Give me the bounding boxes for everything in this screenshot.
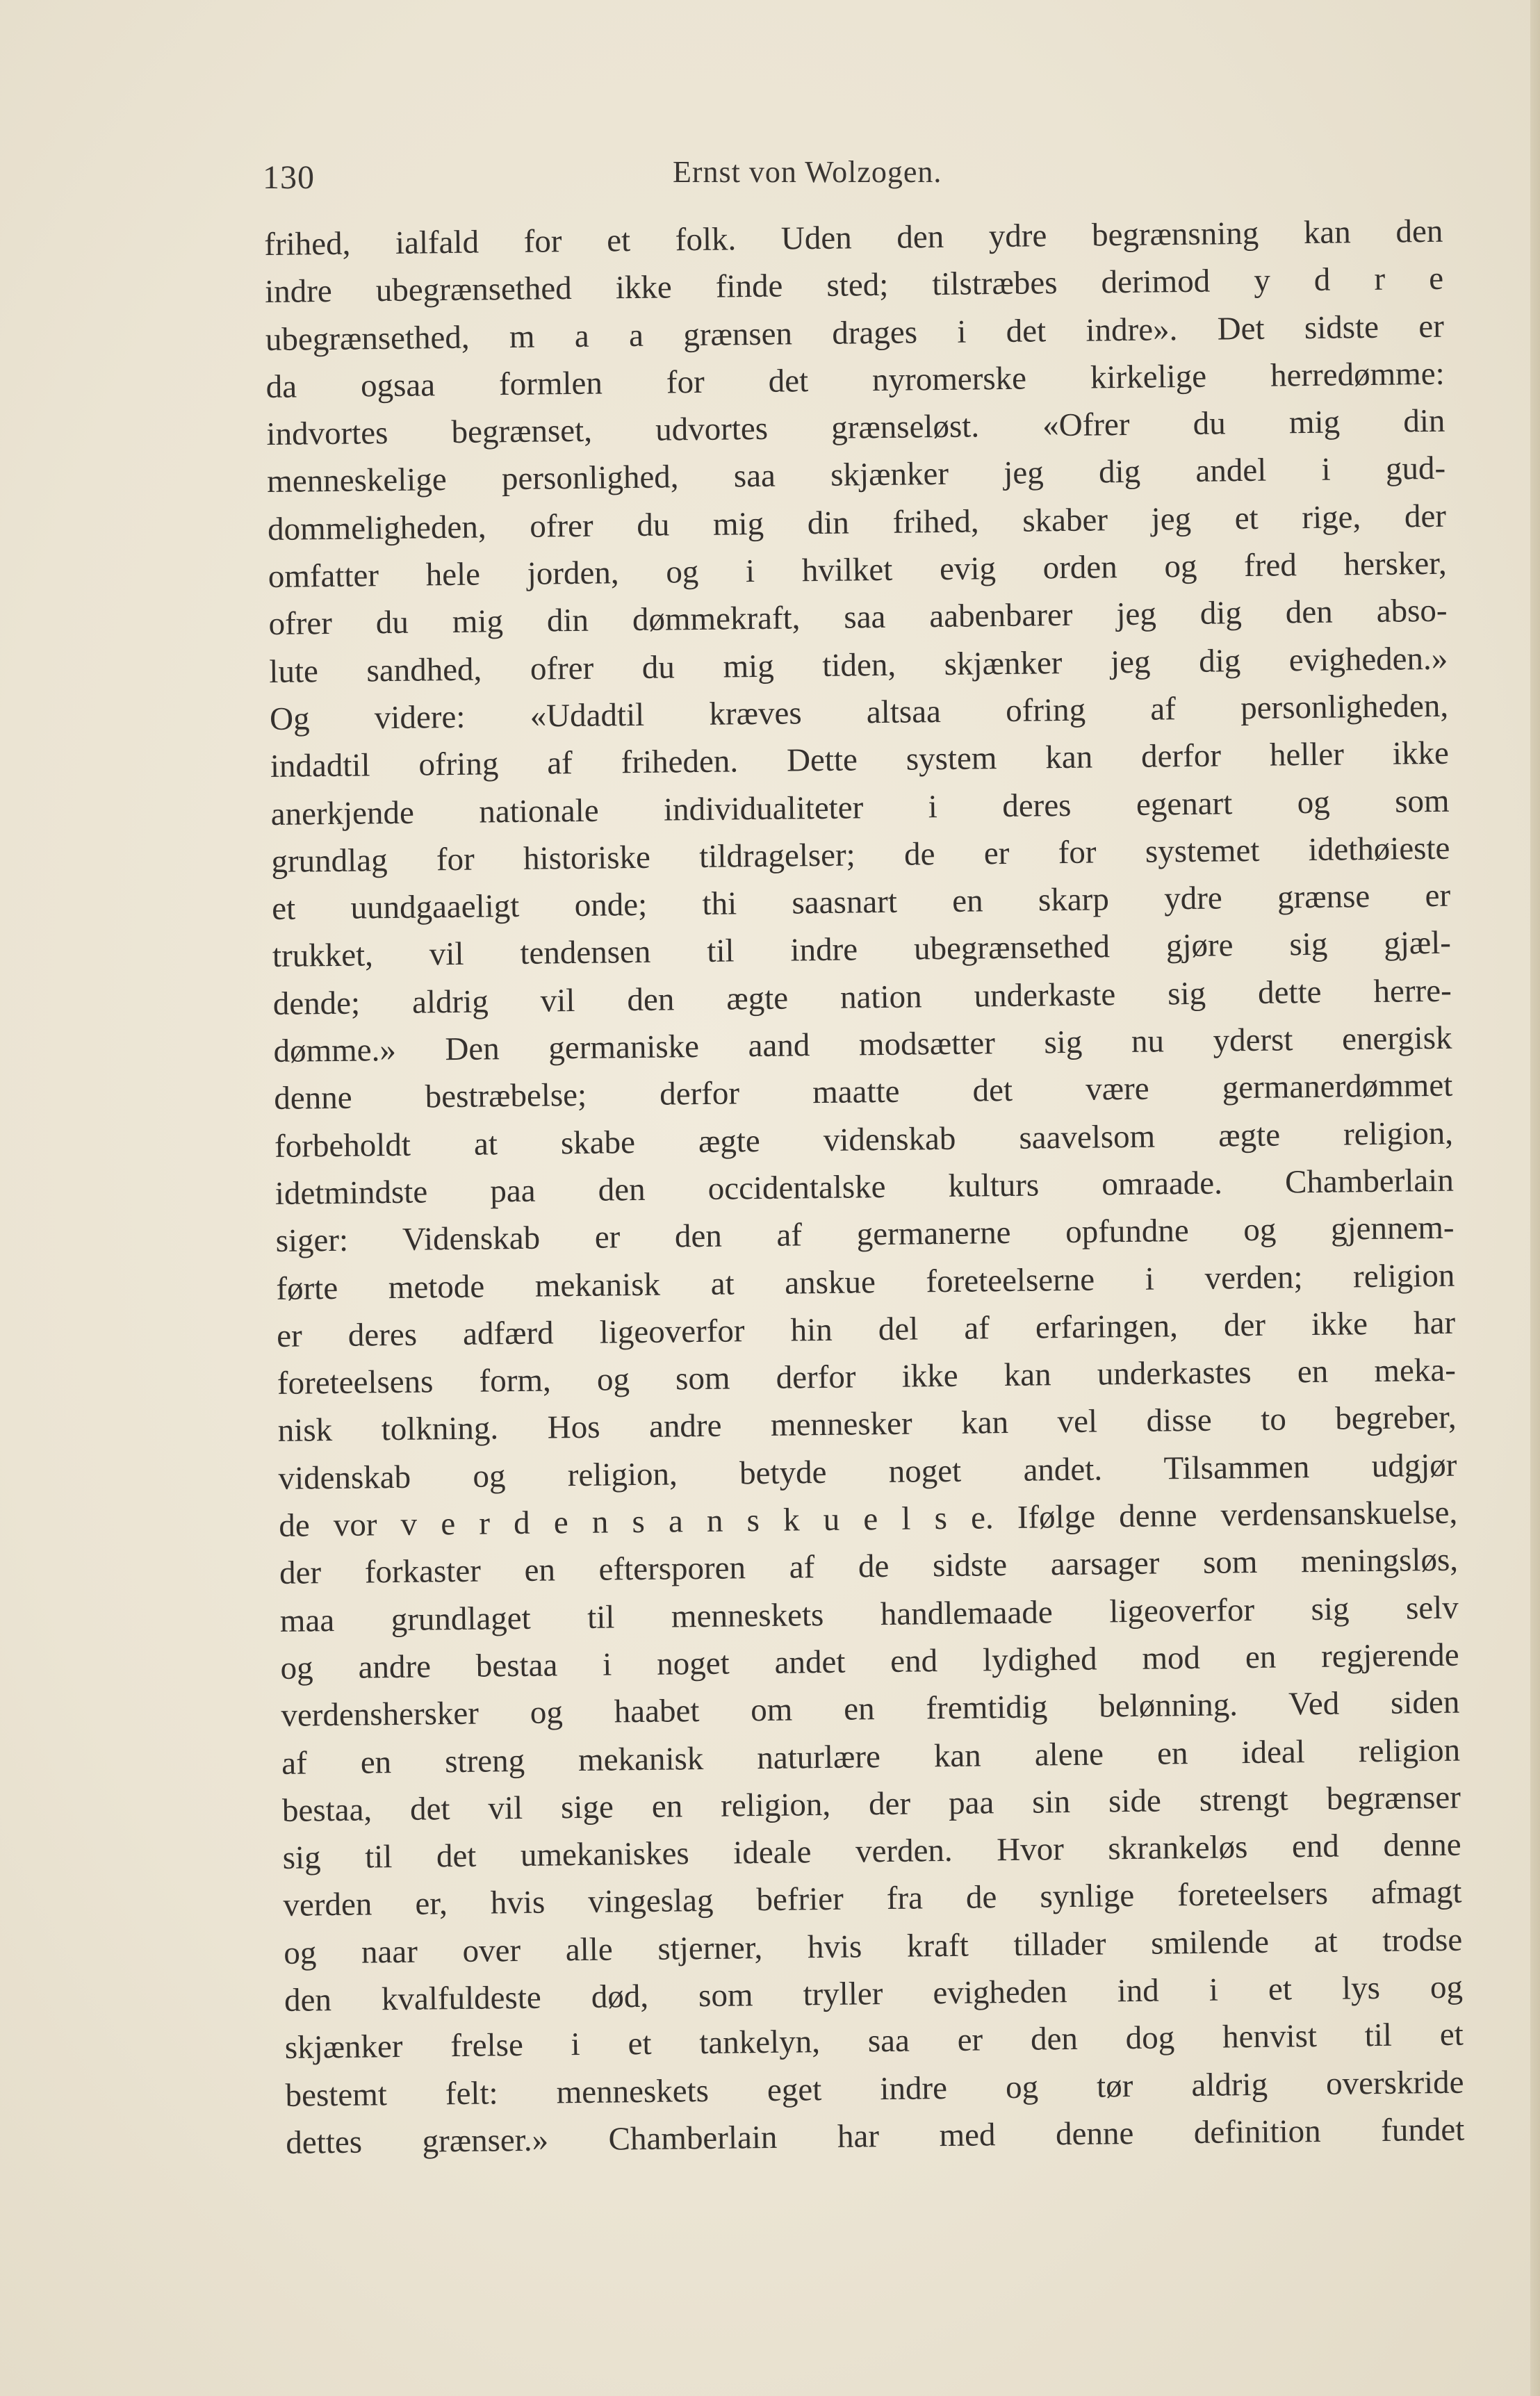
text-line: førte metode mekanisk at anskue foreteelserne i verden; religion: [276, 1257, 1455, 1307]
text-line: dende; aldrig vil den ægte nation underkaste sig dette herre-: [272, 972, 1452, 1022]
text-line: indvortes begrænset, udvortes grænseløst. «Ofrer du mig din: [266, 402, 1445, 453]
text-line: menneskelige personlighed, saa skjænker jeg dig andel i gud-: [266, 450, 1446, 500]
text-line: og andre bestaa i noget andet end lydighed mod en regjerende: [280, 1636, 1459, 1687]
text-line: ubegrænsethed, m a a grænsen drages i det indre». Det sidste er: [265, 308, 1445, 358]
text-line: bestemt felt: menneskets eget indre og tør aldrig overskride: [285, 2064, 1464, 2114]
text-line: og naar over alle stjerner, hvis kraft tillader smilende at trodse: [283, 1921, 1463, 1971]
text-line: den kvalfuldeste død, som tryller evigheden ind i et lys og: [284, 1969, 1464, 2019]
text-line: videnskab og religion, betyde noget andet. Tilsammen udgjør: [278, 1447, 1457, 1497]
text-line: nisk tolkning. Hos andre mennesker kan vel disse to begreber,: [277, 1400, 1457, 1450]
running-title: Ernst von Wolzogen.: [673, 155, 942, 189]
text-line: der forkaster en eftersporen af de sidste aarsager som meningsløs,: [279, 1541, 1459, 1592]
text-line: grundlag for historiske tildragelser; de er for systemet idethøieste: [271, 830, 1450, 880]
text-line: idetmindste paa den occidentalske kulturs omraade. Chamberlain: [275, 1162, 1455, 1212]
text-line: siger: Videnskab er den af germanerne opfundne og gjennem-: [275, 1209, 1455, 1260]
page-number: 130: [263, 159, 315, 196]
text-line: denne bestræbelse; derfor maatte det være germanerdømmet: [274, 1067, 1453, 1117]
text-line: da ogsaa formlen for det nyromerske kirkelige herredømme:: [265, 355, 1445, 405]
text-line: de vor v e r d e n s a n s k u e l s e. Ifølge denne verdensanskuelse,: [279, 1494, 1458, 1544]
text-line: maa grundlaget til menneskets handlemaade ligeoverfor sig selv: [279, 1589, 1459, 1639]
text-line: dettes grænser.» Chamberlain har med denne definition fundet: [286, 2111, 1465, 2161]
text-line: verdenshersker og haabet om en fremtidig belønning. Ved siden: [281, 1684, 1460, 1734]
text-line: anerkjende nationale individualiteter i deres egenart og som: [270, 782, 1450, 832]
text-line: verden er, hvis vingeslag befrier fra de synlige foreteelsers afmagt: [283, 1873, 1462, 1924]
text-line: indadtil ofring af friheden. Dette system kan derfor heller ikke: [270, 735, 1450, 785]
text-line: Og videre: «Udadtil kræves altsaa ofring af personligheden,: [269, 687, 1449, 737]
body-text: [264, 208, 1465, 2167]
text-line: frihed, ialfald for et folk. Uden den ydre begrænsning kan den: [264, 213, 1443, 263]
text-line: trukket, vil tendensen til indre ubegrænsethed gjøre sig gjæl-: [272, 925, 1452, 975]
text-line: er deres adfærd ligeoverfor hin del af erfaringen, der ikke har: [276, 1304, 1456, 1354]
text-line: dømme.» Den germaniske aand modsætter sig nu yderst energisk: [273, 1019, 1452, 1069]
text-line: sig til det umekaniskes ideale verden. Hvor skrankeløs end denne: [282, 1826, 1461, 1876]
text-line: omfatter hele jorden, og i hvilket evig orden og fred hersker,: [268, 545, 1447, 596]
text-line: forbeholdt at skabe ægte videnskab saavelsom ægte religion,: [274, 1115, 1454, 1165]
running-head: [263, 154, 1444, 203]
text-line: bestaa, det vil sige en religion, der paa sin side strengt begrænser: [281, 1779, 1461, 1829]
text-line: ofrer du mig din dømmekraft, saa aabenbarer jeg dig den abso-: [268, 593, 1448, 643]
text-line: indre ubegrænsethed ikke finde sted; tilstræbes derimod y d r e: [264, 261, 1444, 311]
text-line: lute sandhed, ofrer du mig tiden, skjænker jeg dig evigheden.»: [269, 640, 1448, 690]
text-line: foreteelsens form, og som derfor ikke kan underkastes en meka-: [277, 1352, 1457, 1402]
page-edge-shadow: [1530, 0, 1540, 2396]
text-line: et uundgaaeligt onde; thi saasnart en skarp ydre grænse er: [271, 877, 1451, 928]
text-line: skjænker frelse i et tankelyn, saa er den dog henvist til et: [284, 2016, 1464, 2067]
text-line: af en streng mekanisk naturlære kan alene en ideal religion: [281, 1732, 1461, 1782]
text-line: dommeligheden, ofrer du mig din frihed, skaber jeg et rige, der: [267, 498, 1447, 548]
